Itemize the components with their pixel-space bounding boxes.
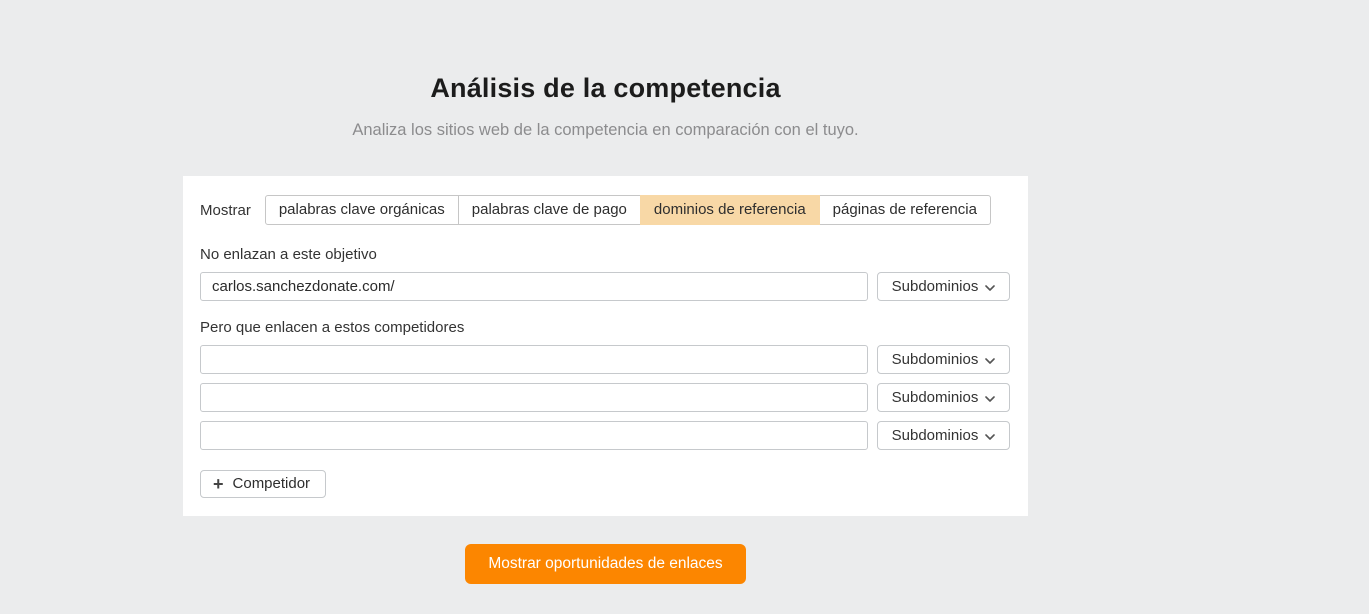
competitor-scope-label-1: Subdominios xyxy=(891,351,979,368)
tab-organic-keywords[interactable]: palabras clave orgánicas xyxy=(265,195,459,225)
show-label: Mostrar xyxy=(200,201,251,219)
competitor-domain-input-3[interactable] xyxy=(200,421,868,450)
tab-referring-domains[interactable]: dominios de referencia xyxy=(640,195,820,225)
report-type-tab-group xyxy=(265,195,991,225)
filter-row xyxy=(200,195,1011,225)
target-input-row xyxy=(200,272,1011,301)
cta-container xyxy=(183,544,1028,584)
chevron-down-icon xyxy=(985,285,995,291)
main-content xyxy=(183,73,1028,584)
competitor-domain-input-1[interactable] xyxy=(200,345,868,374)
competitors-label: Pero que enlacen a estos competidores xyxy=(200,319,465,336)
chevron-down-icon xyxy=(985,358,995,364)
competitor-analysis-card xyxy=(183,176,1028,516)
target-domain-input[interactable] xyxy=(200,272,868,301)
competitor-row-3 xyxy=(200,421,1011,450)
show-link-opportunities-button[interactable]: Mostrar oportunidades de enlaces xyxy=(465,544,745,584)
competitor-scope-dropdown-2[interactable] xyxy=(877,383,1010,412)
competitor-scope-label-2: Subdominios xyxy=(891,389,979,406)
competitor-row-1 xyxy=(200,345,1011,374)
competitor-row-2 xyxy=(200,383,1011,412)
competitor-domain-input-2[interactable] xyxy=(200,383,868,412)
target-scope-dropdown[interactable] xyxy=(877,272,1010,301)
page-subtitle: Analiza los sitios web de la competencia en comparación con el tuyo. xyxy=(352,121,859,139)
tab-referring-pages[interactable]: páginas de referencia xyxy=(819,195,991,225)
target-label: No enlazan a este objetivo xyxy=(200,246,377,263)
competitor-scope-dropdown-1[interactable] xyxy=(877,345,1010,374)
page-title: Análisis de la competencia xyxy=(430,73,781,103)
chevron-down-icon xyxy=(985,434,995,440)
add-competitor-button[interactable] xyxy=(200,470,326,498)
add-competitor-label: Competidor xyxy=(232,475,311,492)
competitor-scope-dropdown-3[interactable] xyxy=(877,421,1010,450)
tab-paid-keywords[interactable]: palabras clave de pago xyxy=(458,195,641,225)
competitor-scope-label-3: Subdominios xyxy=(891,427,979,444)
plus-icon: + xyxy=(213,473,224,494)
chevron-down-icon xyxy=(985,396,995,402)
target-scope-label: Subdominios xyxy=(891,278,979,295)
